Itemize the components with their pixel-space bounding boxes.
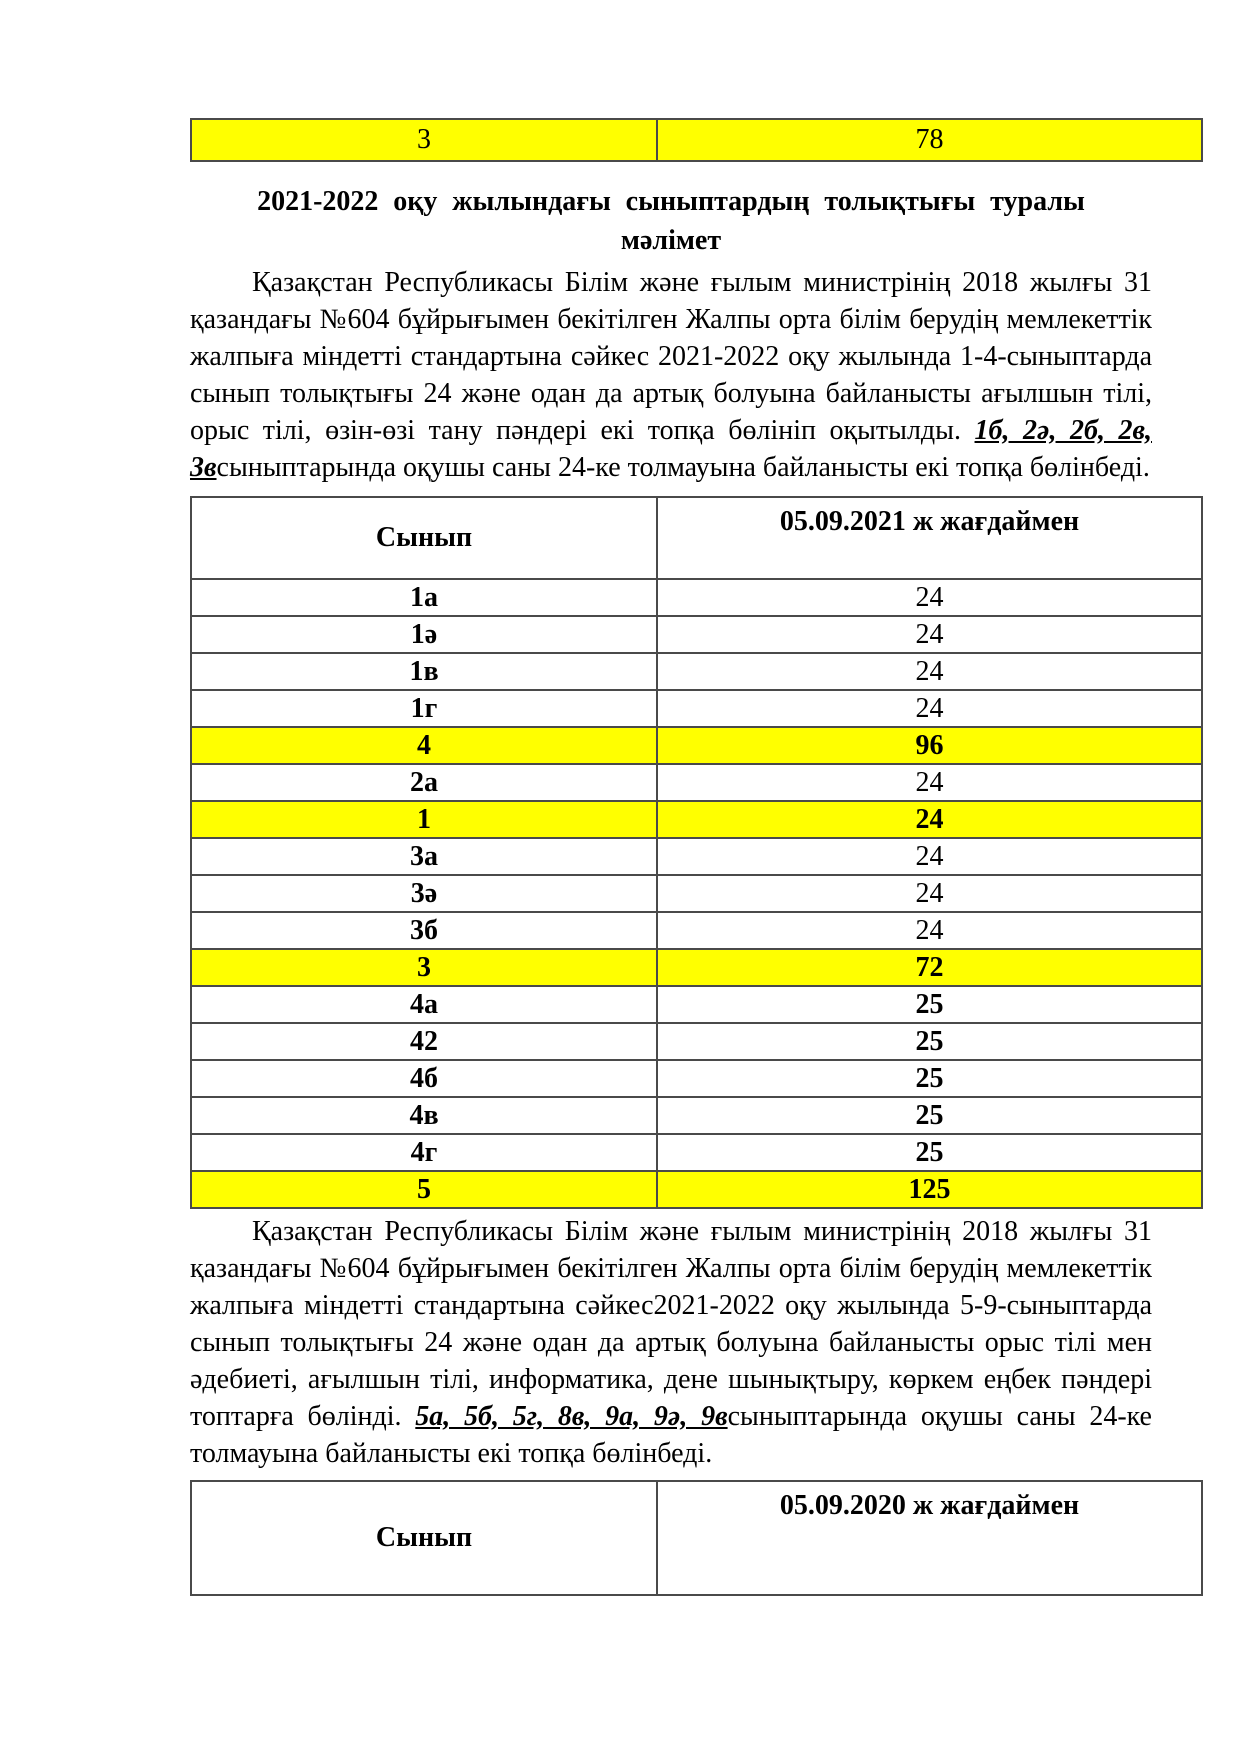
student-count-cell: 25	[657, 986, 1202, 1023]
table-row	[191, 1023, 1202, 1060]
table-row	[191, 1060, 1202, 1097]
table-header-class: Сынып	[191, 1481, 657, 1595]
class-label-cell: 2а	[191, 764, 657, 801]
student-count-cell: 24	[657, 579, 1202, 616]
highlighted-classes-2021: 1б, 2ә, 2б, 2в, 3в	[190, 415, 1152, 483]
class-label-cell: 4	[191, 727, 657, 764]
student-count-cell: 25	[657, 1097, 1202, 1134]
student-count-cell: 96	[657, 727, 1202, 764]
table-header-date: 05.09.2020 ж жағдаймен	[657, 1481, 1202, 1595]
class-label-cell: 1ә	[191, 616, 657, 653]
class-label-cell: 3а	[191, 838, 657, 875]
table-header-class: Сынып	[191, 497, 657, 579]
table-row	[191, 653, 1202, 690]
table-header-date: 05.09.2021 ж жағдаймен	[657, 497, 1202, 579]
class-label-cell: 4в	[191, 1097, 657, 1134]
table-row	[191, 727, 1202, 764]
highlighted-classes-2020: 5а, 5б, 5г, 8в, 9а, 9ә, 9в	[415, 1401, 728, 1432]
table-row	[191, 986, 1202, 1023]
table-row	[191, 579, 1202, 616]
class-label-cell: 1г	[191, 690, 657, 727]
class-label-cell: 3ә	[191, 875, 657, 912]
class-label-cell: 3б	[191, 912, 657, 949]
class-label-cell: 1в	[191, 653, 657, 690]
table-row	[191, 119, 1202, 161]
table-2021-body	[191, 579, 1202, 1208]
table-row	[191, 875, 1202, 912]
table-header-row	[191, 497, 1202, 579]
page-title-line-1: 2021-2022 оқу жылындағы сыныптардың толықтығы туралы	[257, 186, 1085, 217]
student-count-cell: 24	[657, 690, 1202, 727]
table-row	[191, 912, 1202, 949]
student-count-cell: 24	[657, 838, 1202, 875]
table-row	[191, 764, 1202, 801]
student-count-cell: 25	[657, 1060, 1202, 1097]
paragraph-2021-text: Қазақстан Республикасы Білім және ғылым министрінің 2018 жылғы 31 қазандағы №604 бұйрығымен бекітілген Жалпы орта білім берудің мемлекеттік жалпыға міндетті стандартына сәйкес 2021-2022 оқу жылында 1-4-сыныптарда сынып толықтығы 24 және одан да артық болуына байланысты ағылшын тілі, орыс тілі, өзін-өзі тану пәндері екі топқа бөлініп оқытылды.	[190, 267, 1152, 446]
class-label-cell: 3	[191, 949, 657, 986]
class-label-cell: 3	[191, 119, 657, 161]
table-row	[191, 1097, 1202, 1134]
student-count-cell: 24	[657, 801, 1202, 838]
class-label-cell: 1а	[191, 579, 657, 616]
class-capacity-table-2021	[190, 496, 1203, 1209]
student-count-cell: 125	[657, 1171, 1202, 1208]
class-label-cell: 42	[191, 1023, 657, 1060]
table-row	[191, 690, 1202, 727]
class-label-cell: 4а	[191, 986, 657, 1023]
class-label-cell: 1	[191, 801, 657, 838]
student-count-cell: 78	[657, 119, 1202, 161]
student-count-cell: 25	[657, 1134, 1202, 1171]
table-row	[191, 616, 1202, 653]
table-row	[191, 801, 1202, 838]
student-count-cell: 24	[657, 912, 1202, 949]
paragraph-2021-text-after: сыныптарында оқушы саны 24-ке толмауына байланысты екі топқа бөлінбеді.	[216, 452, 1150, 483]
previous-page-table-fragment	[190, 118, 1203, 162]
table-row	[191, 1171, 1202, 1208]
paragraph-2020-text-after: сыныптарында оқушы саны 24-ке толмауына байланысты екі топқа бөлінбеді.	[190, 1401, 1152, 1469]
student-count-cell: 24	[657, 616, 1202, 653]
class-label-cell: 5	[191, 1171, 657, 1208]
paragraph-2020-text: Қазақстан Республикасы Білім және ғылым министрінің 2018 жылғы 31 қазандағы №604 бұйрығымен бекітілген Жалпы орта білім берудің мемлекеттік жалпыға міндетті стандартына сәйкес2021-2022 оқу жылында 5-9-сыныптарда сынып толықтығы 24 және одан да артық болуына байланысты орыс тілі мен әдебиеті, ағылшын тілі, информатика, дене шынықтыру, көркем еңбек пәндері топтарға бөлінді.	[190, 1216, 1152, 1432]
table-header-row	[191, 1481, 1202, 1595]
student-count-cell: 24	[657, 653, 1202, 690]
student-count-cell: 25	[657, 1023, 1202, 1060]
student-count-cell: 72	[657, 949, 1202, 986]
student-count-cell: 24	[657, 764, 1202, 801]
page-title-line-2: мәлімет	[620, 225, 722, 256]
class-capacity-table-2020	[190, 1480, 1203, 1596]
table-row	[191, 949, 1202, 986]
table-row	[191, 1134, 1202, 1171]
paragraph-2020	[190, 1213, 1152, 1472]
paragraph-2021	[190, 264, 1152, 486]
class-label-cell: 4г	[191, 1134, 657, 1171]
page-title	[190, 182, 1152, 260]
class-label-cell: 4б	[191, 1060, 657, 1097]
student-count-cell: 24	[657, 875, 1202, 912]
table-row	[191, 838, 1202, 875]
